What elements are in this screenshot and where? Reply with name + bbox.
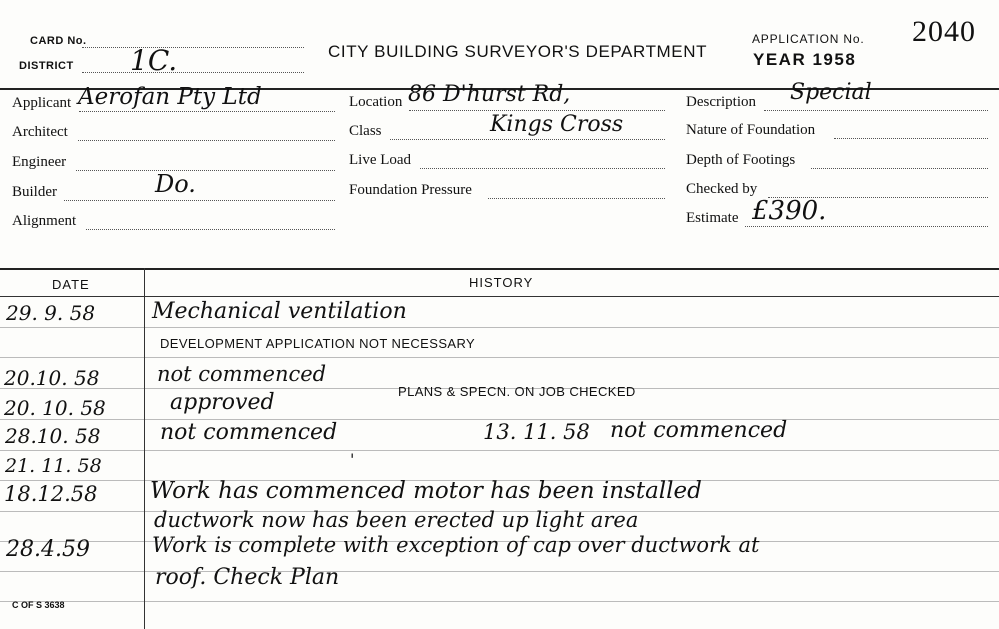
history-row-entry: roof. Check Plan bbox=[155, 565, 340, 590]
history-row-date: 18.12.58 bbox=[4, 482, 98, 506]
location-label: Location bbox=[349, 94, 403, 110]
card-no-label: CARD No. bbox=[30, 35, 87, 47]
application-no-value: 2040 bbox=[912, 15, 976, 48]
history-row-date: 21. 11. 58 bbox=[5, 455, 102, 477]
history-column-header: HISTORY bbox=[469, 275, 534, 290]
description-label: Description bbox=[686, 94, 756, 110]
builder-label: Builder bbox=[12, 184, 57, 200]
estimate-value: £390. bbox=[752, 196, 827, 226]
alignment-label: Alignment bbox=[12, 213, 77, 229]
development-stamp: DEVELOPMENT APPLICATION NOT NECESSARY bbox=[160, 336, 476, 351]
engineer-label: Engineer bbox=[12, 154, 67, 170]
history-row-date: 20.10. 58 bbox=[4, 366, 100, 390]
history-row-entry: not commenced bbox=[610, 418, 788, 443]
location-value: 86 D'hurst Rd, bbox=[408, 82, 571, 107]
architect-label: Architect bbox=[12, 124, 68, 140]
foundation-pressure-label: Foundation Pressure bbox=[349, 182, 472, 198]
nature-of-foundation-label: Nature of Foundation bbox=[686, 122, 816, 138]
plans-checked-stamp: PLANS & SPECN. ON JOB CHECKED bbox=[398, 384, 636, 399]
class-value: Kings Cross bbox=[490, 112, 624, 137]
history-row-date: 28.10. 58 bbox=[5, 424, 101, 448]
history-row-date: 29. 9. 58 bbox=[6, 301, 96, 325]
estimate-label: Estimate bbox=[686, 210, 739, 226]
description-value: Special bbox=[790, 80, 872, 105]
form-code: C OF S 3638 bbox=[12, 600, 65, 610]
class-label: Class bbox=[349, 123, 382, 139]
history-row-entry: ductwork now has been erected up light area bbox=[154, 508, 639, 532]
checked-by-label: Checked by bbox=[686, 181, 758, 197]
date-column-header: DATE bbox=[52, 277, 90, 292]
builder-value: Do. bbox=[155, 170, 196, 198]
district-value: 1C. bbox=[130, 44, 178, 77]
depth-of-footings-label: Depth of Footings bbox=[686, 152, 796, 168]
history-row-entry: Work has commenced motor has been installed bbox=[150, 478, 702, 504]
history-row-date: 28.4.59 bbox=[6, 537, 90, 562]
history-row-entry: Work is complete with exception of cap over ductwork at bbox=[152, 533, 760, 557]
application-no-label: APPLICATION No. bbox=[752, 32, 865, 46]
history-row-entry: not commenced bbox=[160, 420, 338, 445]
department-title: CITY BUILDING SURVEYOR'S DEPARTMENT bbox=[328, 42, 708, 61]
history-row-entry: ' bbox=[350, 450, 355, 469]
history-row-date: 20. 10. 58 bbox=[4, 396, 106, 420]
live-load-label: Live Load bbox=[349, 152, 412, 168]
applicant-value: Aerofan Pty Ltd bbox=[78, 84, 262, 110]
history-row-entry: 13. 11. 58 bbox=[483, 420, 590, 444]
history-row-entry: approved bbox=[170, 390, 275, 415]
history-row-entry: not commenced bbox=[157, 362, 327, 386]
year-label: YEAR 1958 bbox=[753, 50, 857, 69]
history-row-entry: Mechanical ventilation bbox=[152, 299, 407, 324]
district-label: DISTRICT bbox=[19, 60, 74, 72]
applicant-label: Applicant bbox=[12, 95, 72, 111]
